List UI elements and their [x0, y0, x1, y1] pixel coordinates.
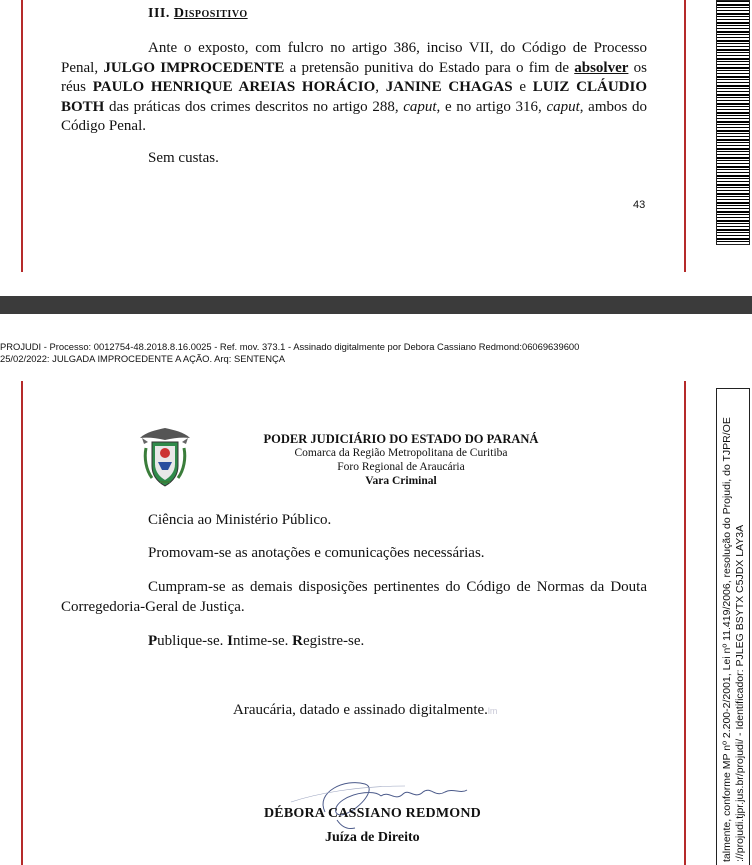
provisions-paragraph: Cumpram-se as demais disposições pertinentes do Código de Normas da Douta Corregedoria-Geral de Justiça.: [61, 579, 647, 615]
text-run: ,: [375, 79, 386, 95]
place-and-date: [233, 702, 497, 719]
defendant-3: LUIZ CLÁUDIO BOTH: [61, 79, 648, 115]
italic-caput: caput: [546, 98, 580, 115]
handwritten-signature-icon: [285, 772, 475, 832]
court-header: [250, 432, 552, 488]
initial-letter: I: [227, 633, 233, 649]
text-run: os réus: [61, 59, 647, 95]
left-margin-rule-bottom: [21, 381, 23, 865]
section-heading: [148, 6, 248, 22]
barcode: [716, 0, 750, 245]
ministry-notice: Ciência ao Ministério Público.: [148, 512, 332, 528]
projudi-header-line-1: PROJUDI - Processo: 0012754-48.2018.8.16.0025 - Ref. mov. 373.1 - Assinado digitalmente por Debora Cassiano Redmond:06069639600: [0, 341, 580, 352]
text-run: ublique-se.: [157, 633, 228, 649]
page-number: 43: [633, 199, 646, 211]
section-number: III.: [148, 6, 170, 21]
text-run: egistre-se.: [303, 633, 365, 649]
italic-caput: caput: [403, 98, 437, 115]
page-divider: [0, 296, 752, 314]
court-forum: Foro Regional de Araucária: [337, 461, 465, 473]
ghost-mark: lm: [487, 706, 498, 716]
parana-coat-of-arms-icon: [138, 426, 192, 488]
text-run: , e no artigo 316,: [436, 98, 547, 115]
judge-title: Juíza de Direito: [325, 830, 420, 845]
acquit-bold: absolver: [574, 59, 629, 76]
place-date-text: Araucária, datado e assinado digitalmente.: [233, 702, 488, 718]
digital-signature-text: [721, 389, 750, 865]
right-margin-rule: [684, 0, 686, 272]
costs-paragraph: Sem custas.: [148, 150, 219, 166]
text-run: , ambos do Código Penal.: [61, 98, 647, 134]
text-run: ntime-se.: [233, 633, 293, 649]
ruling-bold: JULGO IMPROCEDENTE: [103, 59, 285, 76]
annotations-paragraph: Promovam-se as anotações e comunicações necessárias.: [148, 545, 485, 561]
sidebar-line-1: talmente, conforme MP nº 2.200-2/2001, Lei nº 11.419/2006, resolução do Projudi, do TJPR/OE: [721, 417, 733, 862]
text-run: das práticas dos crimes descritos no artigo 288,: [104, 98, 404, 115]
text-run: a pretensão punitiva do Estado para o fim de: [284, 59, 575, 76]
right-margin-rule-bottom: [684, 381, 686, 865]
top-document-page: [0, 0, 752, 296]
digital-signature-sidebar: [716, 388, 750, 865]
disposition-paragraph: [61, 39, 647, 137]
page-gap: [0, 314, 752, 336]
initial-letter: P: [148, 633, 158, 649]
sidebar-line-2: ://projudi.tjpr.jus.br/projudi/ - Identificador: PJLEG BSYTX C5JDX LAY3A: [734, 524, 746, 862]
projudi-header-line-2: 25/02/2022: JULGADA IMPROCEDENTE A AÇÃO. Arq: SENTENÇA: [0, 353, 285, 364]
judge-name: DÉBORA CASSIANO REDMOND: [264, 806, 481, 821]
section-title: Dispositivo: [173, 6, 248, 21]
text-run: e: [512, 79, 533, 95]
defendant-1: PAULO HENRIQUE AREIAS HORÁCIO: [92, 79, 376, 95]
defendant-2: JANINE CHAGAS: [385, 79, 513, 95]
court-division: Vara Criminal: [365, 475, 437, 487]
court-district: Comarca da Região Metropolitana de Curitiba: [294, 447, 508, 459]
projudi-header: [0, 341, 579, 365]
court-title: PODER JUDICIÁRIO DO ESTADO DO PARANÁ: [263, 432, 539, 446]
text-run: Ante o exposto, com fulcro no artigo 386, inciso VII, do Código de Processo Penal,: [61, 40, 647, 76]
left-margin-rule: [21, 0, 23, 272]
publish-line: [61, 632, 647, 652]
initial-letter: R: [292, 633, 303, 649]
